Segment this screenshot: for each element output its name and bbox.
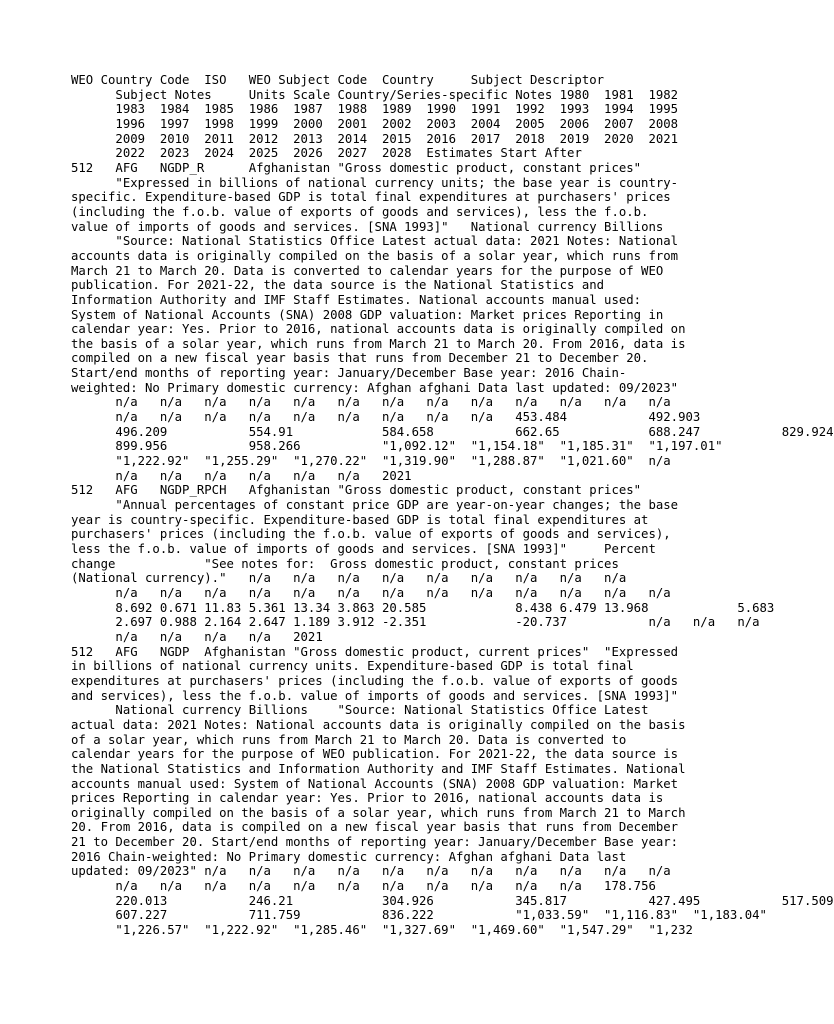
document-line: n/a n/a n/a n/a n/a n/a n/a n/a n/a n/a n/a n/a n/a bbox=[71, 395, 671, 410]
document-text bbox=[71, 73, 834, 938]
document-line: National currency Billions "Source: National Statistics Office Latest bbox=[71, 703, 649, 718]
document-line: publication. For 2021-22, the data source is the National Statistics and bbox=[71, 278, 605, 293]
document-line: 2022 2023 2024 2025 2026 2027 2028 Estimates Start After bbox=[71, 146, 582, 161]
document-line: in billions of national currency units. Expenditure-based GDP is total final bbox=[71, 659, 634, 674]
document-line: specific. Expenditure-based GDP is total final expenditures at purchasers' prices bbox=[71, 190, 671, 205]
document-line: the basis of a solar year, which runs from March 21 to March 20. From 2016, data is bbox=[71, 336, 686, 351]
document-line: purchasers' prices (including the f.o.b. value of exports of goods and services), bbox=[71, 527, 671, 542]
document-line: (National currency)." n/a n/a n/a n/a n/a n/a n/a n/a n/a bbox=[71, 571, 627, 586]
document-line: accounts data is originally compiled on the basis of a solar year, which runs from bbox=[71, 248, 679, 263]
document-line: "Source: National Statistics Office Latest actual data: 2021 Notes: National bbox=[71, 234, 679, 249]
document-line: (including the f.o.b. value of exports of goods and services), less the f.o.b. bbox=[71, 204, 649, 219]
document-line: March 21 to March 20. Data is converted to calendar years for the purpose of WEO bbox=[71, 263, 664, 278]
document-line: value of imports of goods and services. [SNA 1993]" National currency Billions bbox=[71, 219, 664, 234]
document-line: "Annual percentages of constant price GDP are year-on-year changes; the base bbox=[71, 498, 679, 513]
document-line: 2009 2010 2011 2012 2013 2014 2015 2016 2017 2018 2019 2020 2021 bbox=[71, 131, 679, 146]
document-page bbox=[71, 73, 834, 973]
document-line: Subject Notes Units Scale Country/Series-specific Notes 1980 1981 1982 bbox=[71, 87, 679, 102]
document-line: 512 AFG NGDP_RPCH Afghanistan "Gross domestic product, constant prices" bbox=[71, 483, 642, 498]
document-line: of a solar year, which runs from March 21 to March 20. Data is converted to bbox=[71, 732, 627, 747]
document-line: 1983 1984 1985 1986 1987 1988 1989 1990 1991 1992 1993 1994 1995 bbox=[71, 102, 679, 117]
document-line: prices Reporting in calendar year: Yes. Prior to 2016, national accounts data is bbox=[71, 791, 664, 806]
document-line: 607.227 711.759 836.222 "1,033.59" "1,116.83" "1,183.04" bbox=[71, 908, 767, 923]
document-line: expenditures at purchasers' prices (including the f.o.b. value of exports of goods bbox=[71, 673, 679, 688]
document-line: "Expressed in billions of national currency units; the base year is country- bbox=[71, 175, 679, 190]
document-line: n/a n/a n/a n/a n/a n/a n/a n/a n/a n/a n/a n/a n/a bbox=[71, 585, 671, 600]
document-line: 220.013 246.21 304.926 345.817 427.495 517.509 bbox=[71, 893, 834, 908]
document-line: 512 AFG NGDP_R Afghanistan "Gross domestic product, constant prices" bbox=[71, 160, 642, 175]
document-line: calendar year: Yes. Prior to 2016, national accounts data is originally compiled on bbox=[71, 322, 686, 337]
document-line: n/a n/a n/a n/a n/a n/a n/a n/a n/a 453.484 492.903 bbox=[71, 410, 701, 425]
document-line: change "See notes for: Gross domestic product, constant prices bbox=[71, 556, 619, 571]
document-line: 512 AFG NGDP Afghanistan "Gross domestic product, current prices" "Expressed bbox=[71, 644, 679, 659]
document-line: actual data: 2021 Notes: National accounts data is originally compiled on the basis bbox=[71, 717, 686, 732]
document-line: n/a n/a n/a n/a n/a n/a 2021 bbox=[71, 468, 412, 483]
document-line: 496.209 554.91 584.658 662.65 688.247 829.924 bbox=[71, 424, 834, 439]
document-line: WEO Country Code ISO WEO Subject Code Country Subject Descriptor bbox=[71, 73, 605, 87]
document-line: and services), less the f.o.b. value of imports of goods and services. [SNA 1993]" bbox=[71, 688, 679, 703]
document-line: 20. From 2016, data is compiled on a new fiscal year basis that runs from December bbox=[71, 820, 679, 835]
document-line: 21 to December 20. Start/end months of reporting year: January/December Base year: bbox=[71, 835, 679, 850]
document-line: Start/end months of reporting year: January/December Base year: 2016 Chain- bbox=[71, 366, 627, 381]
document-line: 899.956 958.266 "1,092.12" "1,154.18" "1,185.31" "1,197.01" bbox=[71, 439, 723, 454]
document-line: 8.692 0.671 11.83 5.361 13.34 3.863 20.585 8.438 6.479 13.968 5.683 bbox=[71, 600, 775, 615]
document-line: "1,222.92" "1,255.29" "1,270.22" "1,319.90" "1,288.87" "1,021.60" n/a bbox=[71, 454, 671, 469]
document-line: 2016 Chain-weighted: No Primary domestic currency: Afghan afghani Data last bbox=[71, 849, 627, 864]
document-line: calendar years for the purpose of WEO publication. For 2021-22, the data source is bbox=[71, 747, 679, 762]
document-line: updated: 09/2023" n/a n/a n/a n/a n/a n/a n/a n/a n/a n/a n/a bbox=[71, 864, 671, 879]
document-line: 1996 1997 1998 1999 2000 2001 2002 2003 2004 2005 2006 2007 2008 bbox=[71, 116, 679, 131]
document-line: less the f.o.b. value of imports of goods and services. [SNA 1993]" Percent bbox=[71, 542, 656, 556]
document-line: the National Statistics and Information Authority and IMF Staff Estimates. National bbox=[71, 761, 686, 776]
document-line: n/a n/a n/a n/a 2021 bbox=[71, 629, 323, 644]
document-line: accounts manual used: System of National Accounts (SNA) 2008 GDP valuation: Market bbox=[71, 776, 679, 791]
document-line: Information Authority and IMF Staff Estimates. National accounts manual used: bbox=[71, 292, 642, 307]
document-line: "1,226.57" "1,222.92" "1,285.46" "1,327.69" "1,469.60" "1,547.29" "1,232 bbox=[71, 923, 693, 938]
document-line: weighted: No Primary domestic currency: Afghan afghani Data last updated: 09/2023" bbox=[71, 380, 679, 395]
document-line: n/a n/a n/a n/a n/a n/a n/a n/a n/a n/a n/a 178.756 bbox=[71, 879, 656, 894]
document-line: 2.697 0.988 2.164 2.647 1.189 3.912 -2.351 -20.737 n/a n/a n/a bbox=[71, 615, 760, 630]
document-line: compiled on a new fiscal year basis that runs from December 21 to December 20. bbox=[71, 351, 649, 366]
document-line: year is country-specific. Expenditure-based GDP is total final expenditures at bbox=[71, 512, 649, 527]
document-line: System of National Accounts (SNA) 2008 GDP valuation: Market prices Reporting in bbox=[71, 307, 664, 322]
document-line: originally compiled on the basis of a solar year, which runs from March 21 to March bbox=[71, 805, 686, 820]
